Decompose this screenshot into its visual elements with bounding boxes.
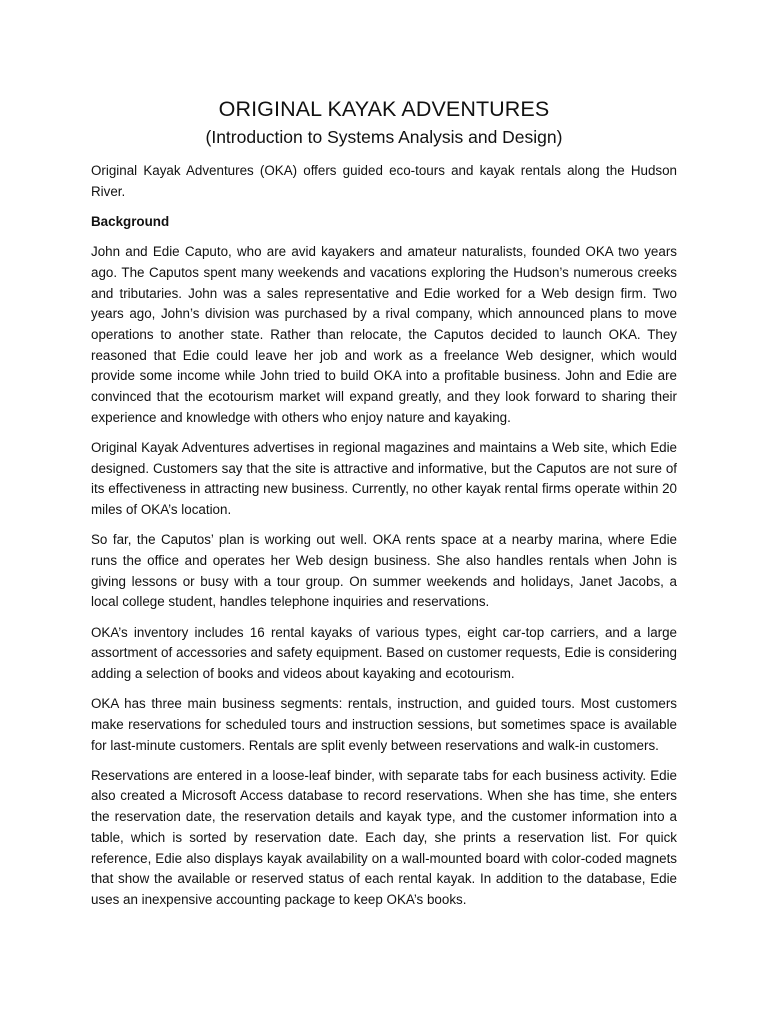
document-subtitle: (Introduction to Systems Analysis and Design) <box>205 127 563 147</box>
paragraph-founders: John and Edie Caputo, who are avid kayakers and amateur naturalists, founded OKA two years ago. The Caputos spent many weekends and vacations exploring the Hudson’s numerous creeks and tributaries. John was a sales representative and Edie worked for a Web design firm. Two years ago, John’s division was purchased by a rival company, which announced plans to move operations to another state. Rather than relocate, the Caputos decided to launch OKA. They reasoned that Edie could leave her job and work as a freelance Web designer, which would provide some income while John tried to build OKA into a profitable business. John and Edie are convinced that the ecotourism market will expand greatly, and they look forward to sharing their experience and knowledge with others who enjoy nature and kayaking. <box>91 244 677 425</box>
paragraph-advertising: Original Kayak Adventures advertises in regional magazines and maintains a Web site, which Edie designed. Customers say that the site is attractive and informative, but the Caputos are not sure of its effectiveness in attracting new business. Currently, no other kayak rental firms operate within 20 miles of OKA’s location. <box>91 439 677 518</box>
paragraph-operations: So far, the Caputos’ plan is working out well. OKA rents space at a nearby marina, where Edie runs the office and operates her Web design business. She also handles rentals when John is giving lessons or busy with a tour group. On summer weekends and holidays, Janet Jacobs, a local college student, handles telephone inquiries and reservations. <box>91 532 677 610</box>
paragraph-inventory: OKA’s inventory includes 16 rental kayaks of various types, eight car-top carriers, and a large assortment of accessories and safety equipment. Based on customer requests, Edie is considering adding a selection of books and videos about kayaking and ecotourism. <box>91 624 677 681</box>
document-title: ORIGINAL KAYAK ADVENTURES <box>218 97 550 121</box>
paragraph-reservations: Reservations are entered in a loose-leaf binder, with separate tabs for each business activity. Edie also created a Microsoft Access database to record reservations. When she has time, she enters the reservation date, the reservation details and kayak type, and the customer information into a table, which is sorted by reservation date. Each day, she prints a reservation list. For quick reference, Edie also displays kayak availability on a wall-mounted board with color-coded magnets that show the available or reserved status of each rental kayak. In addition to the database, Edie uses an inexpensive accounting package to keep OKA’s books. <box>91 767 677 907</box>
intro-paragraph: Original Kayak Adventures (OKA) offers guided eco-tours and kayak rentals along the Hudson River. <box>91 163 677 199</box>
section-heading-background: Background <box>91 213 170 229</box>
paragraph-business-segments: OKA has three main business segments: rentals, instruction, and guided tours. Most customers make reservations for scheduled tours and instruction sessions, but sometimes space is available for last-minute customers. Rentals are split evenly between reservations and walk-in customers. <box>91 696 677 753</box>
